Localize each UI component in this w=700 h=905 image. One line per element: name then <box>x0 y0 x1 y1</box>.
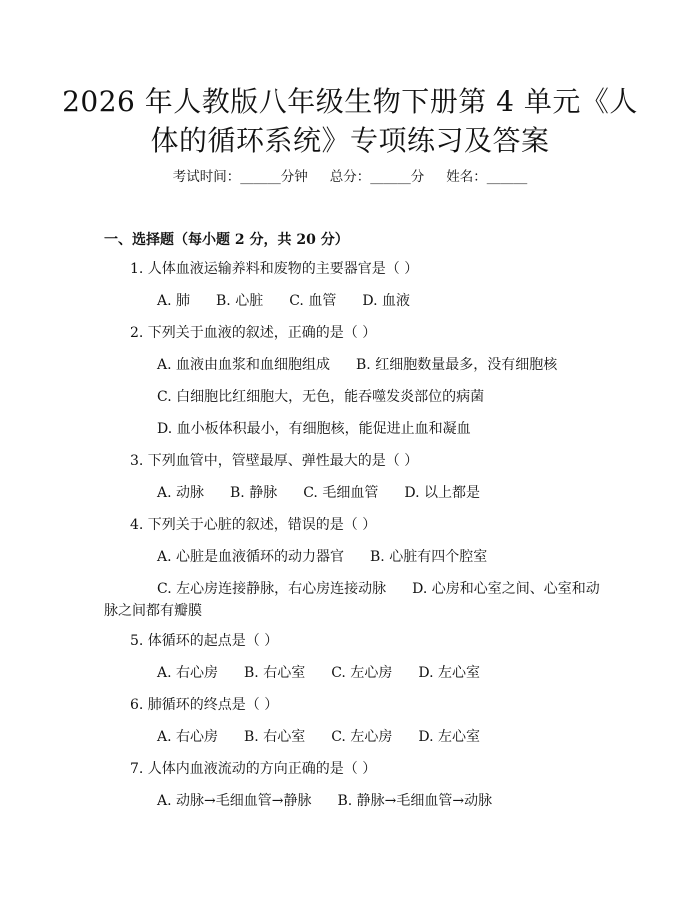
option: A. 动脉 <box>157 485 205 501</box>
question-options <box>157 546 513 568</box>
option: C. 血管 <box>289 293 337 309</box>
question-options <box>157 790 518 812</box>
option: A. 血液由血浆和血细胞组成 <box>157 357 331 373</box>
option: B. 心脏 <box>216 293 264 309</box>
option: C. 左心房 <box>331 665 393 681</box>
option: A. 动脉→毛细血管→静脉 <box>157 793 312 809</box>
exam-time: 考试时间：______分钟 <box>172 169 308 185</box>
option: C. 白细胞比红细胞大，无色，能吞噬发炎部位的病菌 <box>157 389 485 405</box>
document-title-line-2: 体的循环系统》专项练习及答案 <box>150 124 550 157</box>
option: D. 左心室 <box>418 729 480 745</box>
document-title-line-1: 2026 年人教版八年级生物下册第 4 单元《人 <box>62 85 638 118</box>
student-name: 姓名：______ <box>446 169 528 185</box>
option-continuation: 脉之间都有瓣膜 <box>104 603 202 619</box>
question-stem: 2. 下列关于血液的叙述，正确的是（ ） <box>130 325 377 341</box>
option: B. 静脉→毛细血管→动脉 <box>337 793 493 809</box>
option: A. 心脏是血液循环的动力器官 <box>157 549 345 565</box>
option: C. 左心房连接静脉，右心房连接动脉 <box>157 581 387 597</box>
question-stem: 4. 下列关于心脏的叙述，错误的是（ ） <box>130 517 377 533</box>
exam-info <box>0 166 700 188</box>
option: B. 红细胞数量最多，没有细胞核 <box>356 357 558 373</box>
option: B. 右心室 <box>244 665 306 681</box>
question-stem: 3. 下列血管中，管壁最厚、弹性最大的是（ ） <box>130 453 419 469</box>
question-options <box>157 418 497 440</box>
question-options <box>157 354 583 376</box>
option: D. 血小板体积最小，有细胞核，能促进止血和凝血 <box>157 421 471 437</box>
section-heading: 一、选择题（每小题 2 分，共 20 分） <box>104 232 349 248</box>
question-options <box>157 482 506 504</box>
total-score: 总分：______分 <box>329 169 425 185</box>
option: D. 左心室 <box>418 665 480 681</box>
option: A. 右心房 <box>157 729 219 745</box>
question-stem: 7. 人体内血液流动的方向正确的是（ ） <box>130 761 377 777</box>
question-options <box>157 578 626 600</box>
question-stem: 5. 体循环的起点是（ ） <box>130 633 279 649</box>
option: C. 毛细血管 <box>303 485 379 501</box>
option: D. 血液 <box>362 293 410 309</box>
question-options <box>157 290 436 312</box>
question-stem: 6. 肺循环的终点是（ ） <box>130 697 279 713</box>
option: A. 肺 <box>157 293 191 309</box>
option: B. 心脏有四个腔室 <box>370 549 488 565</box>
option: D. 心房和心室之间、心室和动 <box>412 581 600 597</box>
option: B. 静脉 <box>230 485 278 501</box>
option: B. 右心室 <box>244 729 306 745</box>
option: D. 以上都是 <box>404 485 480 501</box>
question-stem: 1. 人体血液运输养料和废物的主要器官是（ ） <box>130 261 419 277</box>
option: C. 左心房 <box>331 729 393 745</box>
question-options <box>157 726 506 748</box>
option: A. 右心房 <box>157 665 219 681</box>
question-options <box>157 386 510 408</box>
question-options <box>157 662 506 684</box>
